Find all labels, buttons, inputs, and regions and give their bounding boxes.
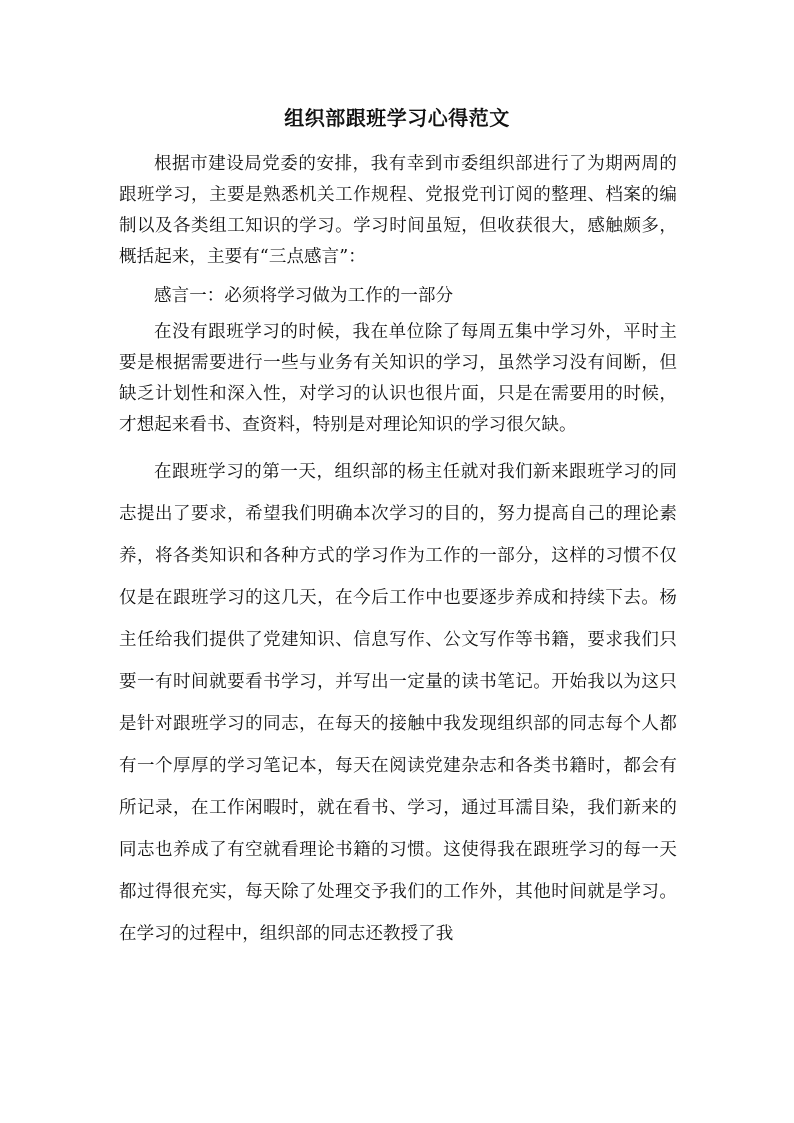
section-heading-1: 感言一：必须将学习做为工作的一部分: [154, 286, 454, 306]
section-1-paragraph-1: 在没有跟班学习的时候，我在单位除了每周五集中学习外，平时主要是根据需要进行一些与业务有关知识的学习，虽然学习没有间断，但缺乏计划性和深入性，对学习的认识也很片面，只是在需要用的时候，才想起来看书、查资料，特别是对理论知识的学习很欠缺。: [119, 322, 677, 435]
document-body: [119, 149, 677, 955]
document-title: 组织部跟班学习心得范文: [284, 106, 510, 130]
intro-paragraph: 根据市建设局党委的安排，我有幸到市委组织部进行了为期两周的跟班学习，主要是熟悉机关工作规程、党报党刊订阅的整理、档案的编制以及各类组工知识的学习。学习时间虽短，但收获很大，感触颇多，概括起来，主要有“三点感言”：: [119, 154, 677, 267]
section-1-paragraph-2: 在跟班学习的第一天，组织部的杨主任就对我们新来跟班学习的同志提出了要求，希望我们明确本次学习的目的，努力提高自己的理论素养，将各类知识和各种方式的学习作为工作的一部分，这样的习惯不仅仅是在跟班学习的这几天，在今后工作中也要逐步养成和持续下去。杨主任给我们提供了党建知识、信息写作、公文写作等书籍，要求我们只要一有时间就要看书学习，并写出一定量的读书笔记。开始我以为这只是针对跟班学习的同志，在每天的接触中我发现组织部的同志每个人都有一个厚厚的学习笔记本，每天在阅读党建杂志和各类书籍时，都会有所记录，在工作闲暇时，就在看书、学习，通过耳濡目染，我们新来的同志也养成了有空就看理论书籍的习惯。这使得我在跟班学习的每一天都过得很充实，每天除了处理交予我们的工作外，其他时间就是学习。在学习的过程中，组织部的同志还教授了我: [119, 462, 677, 944]
